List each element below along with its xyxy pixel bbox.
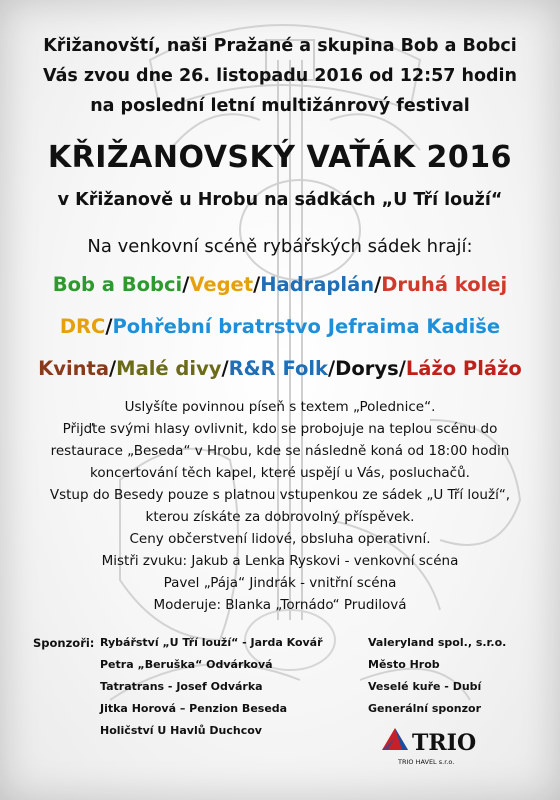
sponsor-left-item: Petra „Beruška“ Odvárková [100,658,273,671]
band-name: Kvinta [38,357,110,380]
sponsor-left-item: Rybářství „U Tří louží“ - Jarda Kovář [100,636,323,649]
band-separator: / [328,357,336,380]
trio-logo-mark [378,722,498,772]
sponsor-right-item: Veselé kuře - Dubí [368,680,482,693]
band-separator: / [253,273,261,296]
trio-havel-logo [378,722,498,772]
festival-title: KŘIŽANOVSKÝ VAŤÁK 2016 [47,140,513,175]
body-line: Moderuje: Blanka „Tornádo“ Prudilová [153,597,407,613]
band-name: Bob a Bobci [52,273,183,296]
band-separator: / [398,357,406,380]
band-name: Lážo Plážo [405,357,522,380]
intro-line-2: Vás zvou dne 26. listopadu 2016 od 12:57 hodin [42,66,518,86]
body-line: Pavel „Pája“ Jindrák - vnitřní scéna [163,575,397,591]
band-name: Hadraplán [260,273,375,296]
band-name: Dorys [335,357,399,380]
sponsor-right-item: Město Hrob [368,658,440,671]
band-name: R&R Folk [228,357,329,380]
body-line: Uslyšíte povinnou píseň s textem „Polednice“. [124,399,436,415]
band-separator: / [182,273,190,296]
body-line: koncertování těch kapel, které uspějí u Vás, posluchačů. [90,465,470,481]
band-separator: / [109,357,117,380]
body-line: Ceny občerstvení lidové, obsluha operativní. [129,531,431,547]
band-separator: / [374,273,382,296]
band-name: DRC [59,315,106,338]
band-name: Veget [189,273,254,296]
band-separator: / [221,357,229,380]
sponsors-label: Sponzoři: [33,636,95,650]
trio-logo-word: TRIO [412,730,477,756]
sponsor-left-item: Tatratrans - Josef Odvárka [100,680,263,693]
sponsor-right-item: Generální sponzor [368,702,482,715]
band-name: Pohřební bratrstvo Jefraima Kadiše [112,315,501,338]
body-line: Mistři zvuku: Jakub a Lenka Ryskovi - venkovní scéna [101,553,459,569]
body-line: Vstup do Besedy pouze s platnou vstupenkou ze sádek „U Tří louží“, [49,487,511,503]
sponsor-left-item: Jitka Horová – Penzion Beseda [100,702,288,715]
band-name: Malé divy [116,357,222,380]
body-line: kterou získáte za dobrovolný příspěvek. [145,509,415,525]
intro-line-1: Křižanovští, naši Pražané a skupina Bob a Bobci [43,36,517,56]
lineup-heading: Na venkovní scéně rybářských sádek hrají: [87,236,473,257]
body-line: restaurace „Beseda“ v Hrobu, kde se následně koná od 18:00 hodin [50,443,510,459]
trio-logo-caption: TRIO HAVEL s.r.o. [398,758,455,766]
band-separator: / [105,315,113,338]
intro-line-3: na poslední letní multižánrový festival [90,96,470,116]
sponsor-left-item: Holičství U Havlů Duchcov [100,724,262,737]
band-name: Druhá kolej [381,273,508,296]
sponsor-right-item: Valeryland spol., s.r.o. [368,636,507,649]
body-line: Přijďte svými hlasy ovlivnit, kdo se probojuje na teplou scénu do [62,421,498,437]
venue-line: v Křižanově u Hrobu na sádkách „U Tří louží“ [57,190,503,210]
